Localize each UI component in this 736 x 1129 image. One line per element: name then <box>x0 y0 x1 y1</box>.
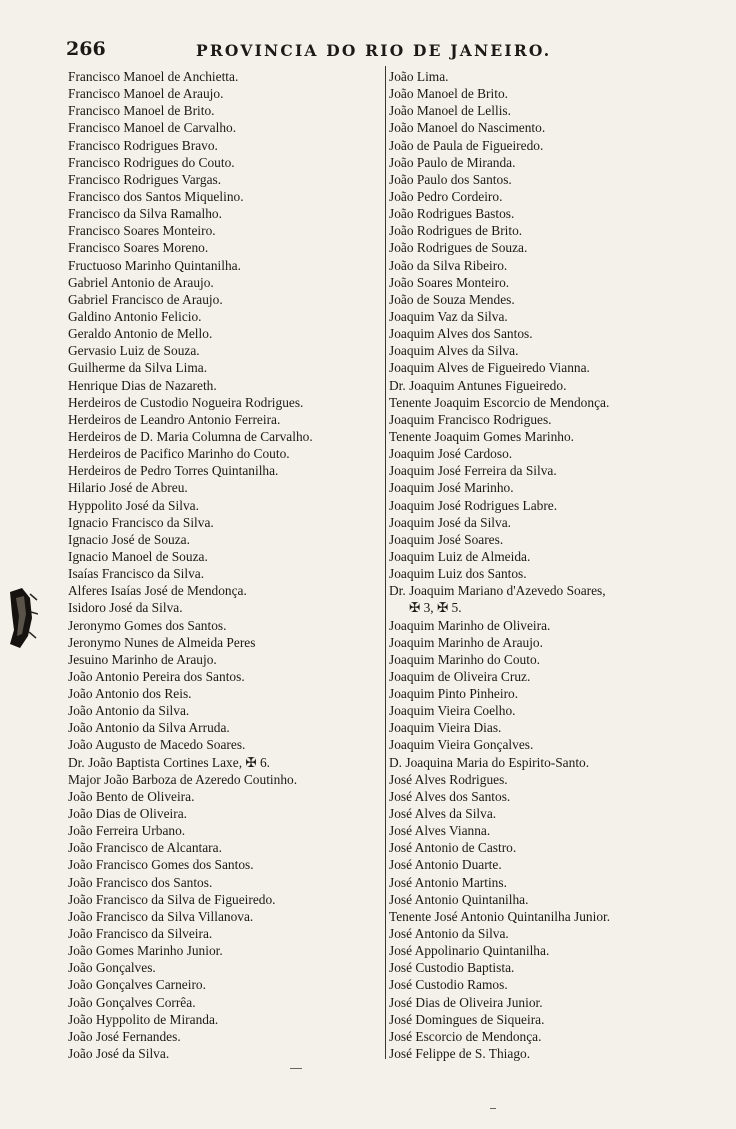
name-entry: Joaquim Marinho de Oliveira. <box>389 617 551 633</box>
page-header <box>66 36 586 62</box>
name-entry: Francisco Rodrigues do Couto. <box>68 154 235 170</box>
name-entry: João Lima. <box>389 69 449 84</box>
name-entry: Joaquim Vaz da Silva. <box>389 308 508 324</box>
name-entry: Henrique Dias de Nazareth. <box>68 377 217 393</box>
name-entry: Joaquim José da Silva. <box>389 514 511 530</box>
name-entry: Joaquim Luiz de Almeida. <box>389 548 531 564</box>
name-entry: Gabriel Antonio de Araujo. <box>68 274 214 290</box>
name-entry: Francisco Rodrigues Vargas. <box>68 171 222 187</box>
name-entry: Fructuoso Marinho Quintanilha. <box>68 257 241 273</box>
page-number: 266 <box>66 38 106 60</box>
name-entry: Ignacio Francisco da Silva. <box>68 514 214 530</box>
name-entry: João de Paula de Figueiredo. <box>389 137 544 153</box>
name-entry: Joaquim Luiz dos Santos. <box>389 566 527 582</box>
name-entry: Francisco Soares Moreno. <box>68 240 209 256</box>
name-entry: João Manoel do Nascimento. <box>389 120 546 136</box>
name-entry: José Antonio da Silva. <box>389 926 509 942</box>
name-entry: João de Souza Mendes. <box>389 291 515 307</box>
name-entry: Joaquim Alves de Figueiredo Vianna. <box>389 360 590 376</box>
name-entry: José Dias de Oliveira Junior. <box>389 994 543 1010</box>
name-entry: Joaquim José Ferreira da Silva. <box>389 463 557 479</box>
left-column <box>68 68 386 1062</box>
name-entry: Joaquim Marinho de Araujo. <box>389 634 543 650</box>
name-entry: José Alves da Silva. <box>389 806 497 822</box>
name-entry: Joaquim Alves dos Santos. <box>389 326 533 342</box>
name-entry: Geraldo Antonio de Mello. <box>68 326 213 342</box>
name-entry: Francisco Manoel de Anchietta. <box>68 69 239 84</box>
name-entry: Francisco dos Santos Miquelino. <box>68 188 244 204</box>
name-entry: Jeronymo Gomes dos Santos. <box>68 617 227 633</box>
name-entry: José Appolinario Quintanilha. <box>389 943 550 959</box>
name-entry: Francisco Manoel de Araujo. <box>68 86 224 102</box>
name-entry: Ignacio José de Souza. <box>68 531 190 547</box>
name-entry: João Bento de Oliveira. <box>68 788 195 804</box>
name-entry: Joaquim José Rodrigues Labre. <box>389 497 558 513</box>
name-entry: Hilario José de Abreu. <box>68 480 188 496</box>
name-entry: Isaías Francisco da Silva. <box>68 566 205 582</box>
name-entry: Isidoro José da Silva. <box>68 600 183 616</box>
name-entry: José Antonio Duarte. <box>389 857 502 873</box>
name-entry: João Francisco de Alcantara. <box>68 840 222 856</box>
name-entry: Francisco Soares Monteiro. <box>68 223 216 239</box>
name-entry: Herdeiros de Custodio Nogueira Rodrigues. <box>68 394 304 410</box>
name-entry: João Rodrigues de Brito. <box>389 223 523 239</box>
name-entry: João Manoel de Lellis. <box>389 103 511 119</box>
name-entry: José Antonio Quintanilha. <box>389 891 529 907</box>
name-entry: João Augusto de Macedo Soares. <box>68 737 246 753</box>
name-entry: José Custodio Baptista. <box>389 960 515 976</box>
name-entry: Joaquim Alves da Silva. <box>389 343 519 359</box>
right-column <box>389 68 701 1062</box>
name-entry: João Rodrigues de Souza. <box>389 240 528 256</box>
name-entry: João Gomes Marinho Junior. <box>68 943 223 959</box>
name-entry: Francisco Rodrigues Bravo. <box>68 137 218 153</box>
name-entry: Herdeiros de D. Maria Columna de Carvalho. <box>68 428 313 444</box>
name-entry: João Gonçalves Carneiro. <box>68 977 206 993</box>
name-entry: João Soares Monteiro. <box>389 274 510 290</box>
name-entry: Hyppolito José da Silva. <box>68 497 199 513</box>
name-entry: João Ferreira Urbano. <box>68 823 186 839</box>
name-entry: João Francisco da Silva Villanova. <box>68 908 254 924</box>
name-entry: Dr. Joaquim Mariano d'Azevedo Soares, <box>389 583 606 599</box>
name-entry: José Felippe de S. Thiago. <box>389 1046 531 1062</box>
name-entry: Ignacio Manoel de Souza. <box>68 548 208 564</box>
stray-mark <box>490 1108 496 1109</box>
name-entry: Joaquim José Cardoso. <box>389 446 513 462</box>
name-entry: João Rodrigues Bastos. <box>389 206 515 222</box>
name-entry: Major João Barboza de Azeredo Coutinho. <box>68 771 298 787</box>
name-entry: D. Joaquina Maria do Espirito-Santo. <box>389 754 590 770</box>
name-entry: Herdeiros de Pacifico Marinho do Couto. <box>68 446 290 462</box>
name-entry: João Francisco dos Santos. <box>68 874 213 890</box>
running-head: PROVINCIA DO RIO DE JANEIRO. <box>196 41 552 60</box>
name-entry: Joaquim Marinho do Couto. <box>389 651 541 667</box>
name-entry: João Manoel de Brito. <box>389 86 509 102</box>
name-entry: Joaquim Pinto Pinheiro. <box>389 686 519 702</box>
name-entry: João da Silva Ribeiro. <box>389 257 508 273</box>
name-entry: José Alves dos Santos. <box>389 788 511 804</box>
name-entry: ✠ 3, ✠ 5. <box>409 600 462 616</box>
name-entry: João Hyppolito de Miranda. <box>68 1011 219 1027</box>
name-entry: José Antonio de Castro. <box>389 840 517 856</box>
name-entry: Joaquim de Oliveira Cruz. <box>389 668 531 684</box>
name-entry: Joaquim Francisco Rodrigues. <box>389 411 552 427</box>
stray-mark <box>290 1068 302 1069</box>
name-entry: João Pedro Cordeiro. <box>389 188 503 204</box>
name-entry: João Gonçalves. <box>68 960 156 976</box>
name-entry: Tenente Joaquim Escorcio de Mendonça. <box>389 394 610 410</box>
name-entry: Galdino Antonio Felicio. <box>68 308 202 324</box>
name-entry: João Paulo de Miranda. <box>389 154 516 170</box>
name-entry: Joaquim José Marinho. <box>389 480 514 496</box>
name-entry: João Francisco da Silva de Figueiredo. <box>68 891 276 907</box>
name-entry: João Gonçalves Corrêa. <box>68 994 196 1010</box>
name-entry: Jesuino Marinho de Araujo. <box>68 651 217 667</box>
name-entry: José Alves Rodrigues. <box>389 771 508 787</box>
name-entry: Gabriel Francisco de Araujo. <box>68 291 223 307</box>
name-entry: José Custodio Ramos. <box>389 977 508 993</box>
name-entry: João José Fernandes. <box>68 1028 181 1044</box>
name-entry: José Escorcio de Mendonça. <box>389 1028 542 1044</box>
name-entry: João Dias de Oliveira. <box>68 806 187 822</box>
name-entry: João Paulo dos Santos. <box>389 171 512 187</box>
name-entry: José Domingues de Siqueira. <box>389 1011 545 1027</box>
name-entry: Herdeiros de Pedro Torres Quintanilha. <box>68 463 279 479</box>
name-entry: José Antonio Martins. <box>389 874 507 890</box>
margin-ornament-icon <box>4 584 38 654</box>
name-entry: João Antonio da Silva. <box>68 703 190 719</box>
name-entry: João Antonio da Silva Arruda. <box>68 720 230 736</box>
name-entry: Joaquim José Soares. <box>389 531 504 547</box>
name-entry: João Francisco da Silveira. <box>68 926 213 942</box>
name-entry: Jeronymo Nunes de Almeida Peres <box>68 634 256 650</box>
name-entry: João José da Silva. <box>68 1046 170 1062</box>
name-entry: José Alves Vianna. <box>389 823 491 839</box>
name-entry: Joaquim Vieira Gonçalves. <box>389 737 534 753</box>
name-entry: Guilherme da Silva Lima. <box>68 360 208 376</box>
name-entry: Gervasio Luiz de Souza. <box>68 343 200 359</box>
name-entry: Dr. João Baptista Cortines Laxe, ✠ 6. <box>68 754 271 770</box>
name-entry: Joaquim Vieira Coelho. <box>389 703 516 719</box>
name-entry: Herdeiros de Leandro Antonio Ferreira. <box>68 411 281 427</box>
name-entry: Alferes Isaías José de Mendonça. <box>68 583 247 599</box>
name-entry: Francisco Manoel de Brito. <box>68 103 215 119</box>
name-entry: Francisco Manoel de Carvalho. <box>68 120 237 136</box>
name-entry: Tenente José Antonio Quintanilha Junior. <box>389 908 611 924</box>
name-entry: João Francisco Gomes dos Santos. <box>68 857 254 873</box>
name-entry: Tenente Joaquim Gomes Marinho. <box>389 428 575 444</box>
name-entry: Dr. Joaquim Antunes Figueiredo. <box>389 377 567 393</box>
name-entry: João Antonio Pereira dos Santos. <box>68 668 245 684</box>
name-entry: Joaquim Vieira Dias. <box>389 720 502 736</box>
name-entry: Francisco da Silva Ramalho. <box>68 206 222 222</box>
name-entry: João Antonio dos Reis. <box>68 686 192 702</box>
